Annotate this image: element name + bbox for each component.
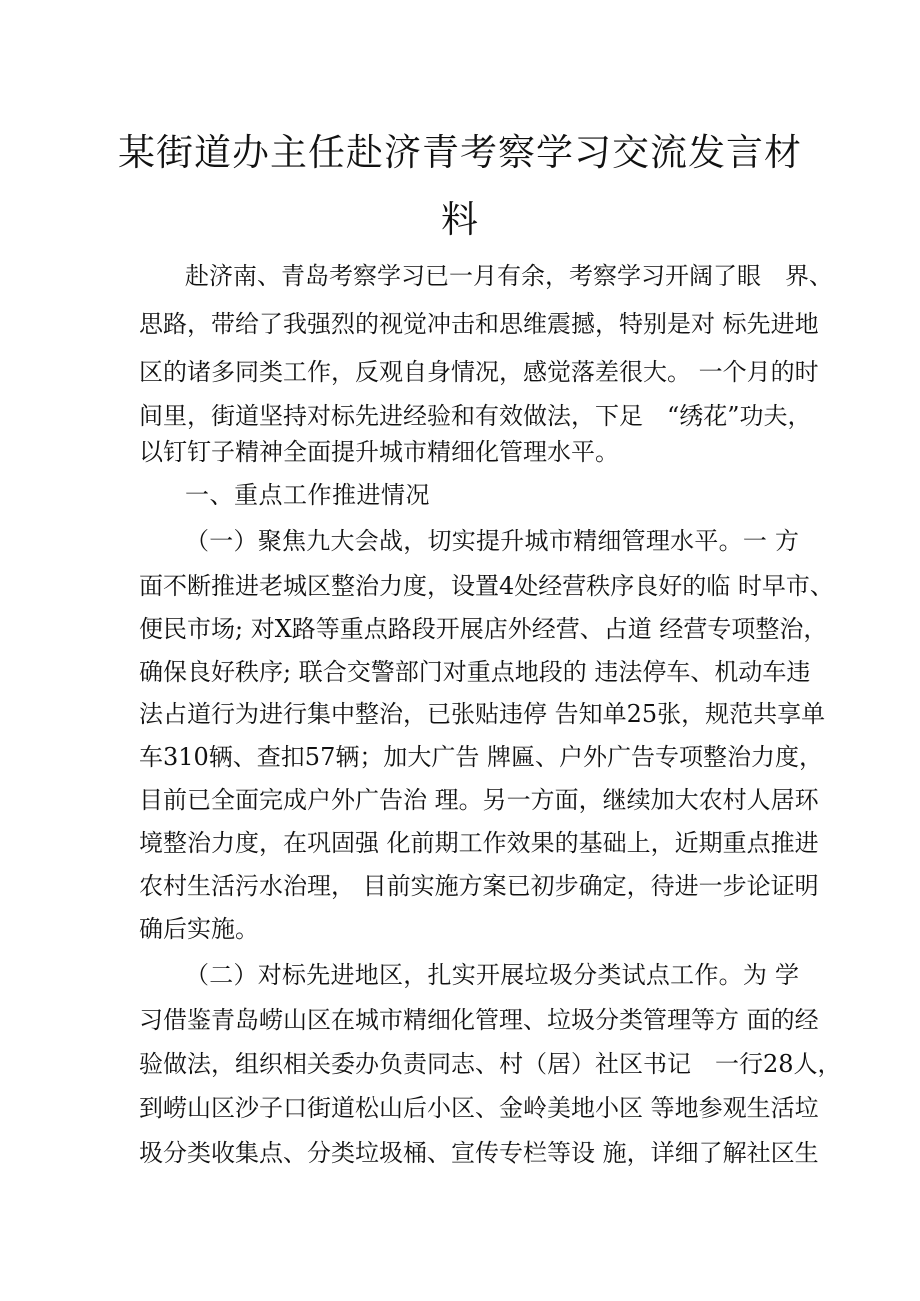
part1-line-5: 法占道行为进行集中整治，已张贴违停 告知单25张，规范共享单 bbox=[139, 700, 826, 728]
part1-line-3: 便民市场; 对X路等重点路段开展店外经营、占道 经营专项整治， bbox=[139, 615, 828, 643]
part1-line-6: 车310辆、查扣57辆；加大广告 牌匾、户外广告专项整治力度， bbox=[139, 743, 823, 771]
intro-line-4: 间里，街道坚持对标先进经验和有效做法，下足 “绣花”功夫， bbox=[139, 402, 812, 430]
document-title-line-1: 某街道办主任赴济青考察学习交流发言材 bbox=[118, 131, 802, 174]
part2-line-1: （二）对标先进地区，扎实开展垃圾分类试点工作。为 学 bbox=[185, 961, 799, 989]
part1-line-2: 面不断推进老城区整治力度，设置4处经营秩序良好的临 时早市、 bbox=[139, 572, 834, 600]
intro-line-1: 赴济南、青岛考察学习已一月有余，考察学习开阔了眼 界、 bbox=[185, 262, 833, 290]
part1-line-1: （一）聚焦九大会战，切实提升城市精细管理水平。一 方 bbox=[185, 527, 799, 555]
part1-line-9: 农村生活污水治理， 目前实施方案已初步确定，待进一步论证明 bbox=[139, 872, 819, 900]
part1-line-7: 目前已全面完成户外广告治 理。另一方面，继续加大农村人居环 bbox=[139, 786, 819, 814]
part2-line-2: 习借鉴青岛崂山区在城市精细化管理、垃圾分类管理等方 面的经 bbox=[139, 1006, 819, 1034]
document-title-line-2: 料 bbox=[441, 198, 479, 241]
section-heading: 一、重点工作推进情况 bbox=[185, 481, 430, 509]
intro-line-3: 区的诸多同类工作，反观自身情况，感觉落差很大。 一个月的时 bbox=[139, 358, 819, 386]
part2-line-5: 圾分类收集点、分类垃圾桶、宣传专栏等设 施，详细了解社区生 bbox=[139, 1139, 819, 1167]
part1-line-4: 确保良好秩序; 联合交警部门对重点地段的 违法停车、机动车违 bbox=[139, 658, 811, 686]
part2-line-3: 验做法，组织相关委办负责同志、村（居）社区书记 一行28人， bbox=[139, 1050, 842, 1078]
intro-line-2: 思路，带给了我强烈的视觉冲击和思维震撼，特别是对 标先进地 bbox=[139, 310, 819, 338]
part1-line-8: 境整治力度，在巩固强 化前期工作效果的基础上，近期重点推进 bbox=[139, 829, 819, 857]
intro-line-5: 以钉钉子精神全面提升城市精细化管理水平。 bbox=[139, 438, 619, 466]
part2-line-4: 到崂山区沙子口街道松山后小区、金岭美地小区 等地参观生活垃 bbox=[139, 1094, 819, 1122]
part1-line-10: 确后实施。 bbox=[139, 915, 259, 943]
